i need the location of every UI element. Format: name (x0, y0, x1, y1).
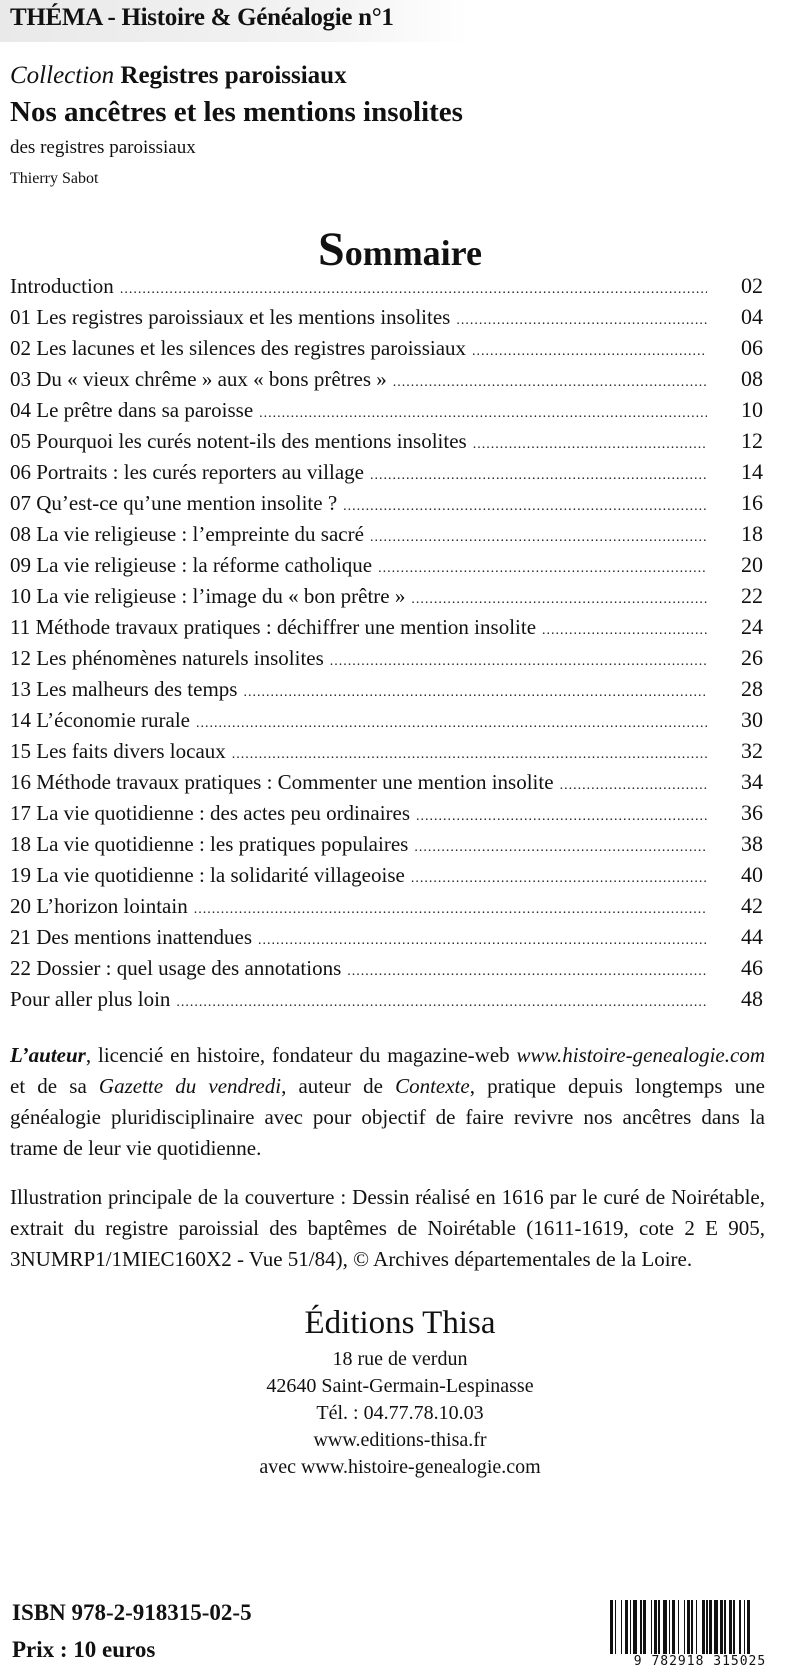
book-subtitle: des registres paroissiaux (10, 137, 196, 158)
toc-row (10, 921, 763, 952)
author-bio-text: , auteur de (281, 1074, 396, 1098)
toc-leader-dots (416, 801, 707, 832)
toc-entry-page: 36 (741, 800, 763, 825)
toc-entry-page: 06 (741, 335, 763, 360)
series-title: THÉMA - Histoire & Généalogie n°1 (10, 4, 394, 31)
toc-leader-dots (343, 491, 707, 522)
toc-entry-page: 02 (741, 273, 763, 298)
toc-leader-dots (393, 367, 707, 398)
author-bio-text: , pratique depuis longtemps une généalogie pluridisciplinaire avec pour objectif de faire revivre nos ancêtres dans la trame de leur vie quotidienne. (10, 1074, 765, 1160)
toc-entry-label: Pour aller plus loin (10, 987, 171, 1011)
toc-entry-page: 14 (741, 459, 763, 484)
toc-entry-page: 28 (741, 676, 763, 701)
toc-entry-page: 22 (741, 583, 763, 608)
toc-leader-dots (259, 398, 707, 429)
toc-leader-dots (370, 460, 707, 491)
toc-entry-page: 44 (741, 924, 763, 949)
book-author: Thierry Sabot (10, 170, 99, 187)
toc-row (10, 673, 763, 704)
toc-entry-label: 04 Le prêtre dans sa paroisse (10, 398, 254, 422)
toc-entry-label: 07 Qu’est-ce qu’une mention insolite ? (10, 491, 338, 515)
author-bio (10, 1040, 765, 1164)
toc-row (10, 735, 763, 766)
toc-row (10, 983, 763, 1014)
toc-row (10, 425, 763, 456)
toc-leader-dots (243, 677, 707, 708)
toc-row (10, 766, 763, 797)
toc-entry-label: 13 Les malheurs des temps (10, 677, 238, 701)
toc-leader-dots (560, 770, 707, 801)
toc-entry-label: 03 Du « vieux chrême » aux « bons prêtres » (10, 367, 387, 391)
publisher-address-city: 42640 Saint-Germain-Lespinasse (266, 1375, 534, 1397)
toc-entry-label: 02 Les lacunes et les silences des registres paroissiaux (10, 336, 467, 360)
publisher-name: Éditions Thisa (304, 1305, 496, 1341)
toc-leader-dots (414, 832, 707, 863)
toc-row (10, 332, 763, 363)
toc-leader-dots (176, 987, 707, 1018)
toc-entry-page: 04 (741, 304, 763, 329)
publisher-block (0, 1300, 800, 1481)
toc-heading-rest: ommaire (344, 233, 482, 273)
toc-heading (0, 222, 800, 277)
toc-entry-label: 14 L’économie rurale (10, 708, 190, 732)
author-bio-text: , licencié en histoire, fondateur du magazine-web (85, 1043, 517, 1067)
toc-entry-page: 10 (741, 397, 763, 422)
toc-row (10, 828, 763, 859)
toc-leader-dots (196, 708, 707, 739)
toc-row (10, 301, 763, 332)
toc-row (10, 394, 763, 425)
barcode-bar (750, 1600, 752, 1654)
toc-leader-dots (120, 274, 707, 305)
toc-entry-label: 12 Les phénomènes naturels insolites (10, 646, 324, 670)
toc-entry-label: 08 La vie religieuse : l’empreinte du sacré (10, 522, 364, 546)
toc-entry-page: 24 (741, 614, 763, 639)
gazette-title: Gazette du vendredi (98, 1074, 282, 1098)
toc-row (10, 859, 763, 890)
toc-entry-page: 42 (741, 893, 763, 918)
barcode-digits: 9 782918 315025 (633, 1654, 767, 1669)
author-website: www.histoire-genealogie.com (516, 1043, 765, 1067)
toc-entry-label: 18 La vie quotidienne : les pratiques populaires (10, 832, 409, 856)
collection-line (10, 62, 347, 90)
toc-entry-label: 21 Des mentions inattendues (10, 925, 253, 949)
toc-entry-label: 05 Pourquoi les curés notent-ils des mentions insolites (10, 429, 467, 453)
toc-entry-label: 11 Méthode travaux pratiques : déchiffrer une mention insolite (10, 615, 537, 639)
toc-leader-dots (472, 336, 707, 367)
toc-entry-label: 20 L’horizon lointain (10, 894, 188, 918)
author-bio-lead: L’auteur (10, 1043, 86, 1067)
author-bio-text: et de sa (10, 1074, 99, 1098)
toc-entry-page: 34 (741, 769, 763, 794)
publisher-phone: Tél. : 04.77.78.10.03 (316, 1402, 484, 1424)
toc-leader-dots (232, 739, 707, 770)
toc-entry-label: 22 Dossier : quel usage des annotations (10, 956, 342, 980)
toc-leader-dots (194, 894, 707, 925)
toc-row (10, 642, 763, 673)
toc-entry-page: 20 (741, 552, 763, 577)
toc-row (10, 518, 763, 549)
book-title: Nos ancêtres et les mentions insolites (10, 96, 463, 128)
toc-entry-label: 01 Les registres paroissiaux et les mentions insolites (10, 305, 451, 329)
toc-row (10, 580, 763, 611)
collection-prefix: Collection (10, 62, 115, 89)
toc-row (10, 487, 763, 518)
isbn: ISBN 978-2-918315-02-5 (12, 1600, 252, 1625)
toc-entry-label: 17 La vie quotidienne : des actes peu ordinaires (10, 801, 411, 825)
toc-entry-page: 46 (741, 955, 763, 980)
toc-leader-dots (258, 925, 707, 956)
toc-row (10, 952, 763, 983)
toc-leader-dots (456, 305, 707, 336)
toc-row (10, 611, 763, 642)
toc-entry-label: 09 La vie religieuse : la réforme catholique (10, 553, 373, 577)
toc-leader-dots (330, 646, 707, 677)
toc-row (10, 456, 763, 487)
toc-row (10, 890, 763, 921)
contexte-title: Contexte (395, 1074, 470, 1098)
collection-name: Registres paroissiaux (120, 62, 347, 89)
price: Prix : 10 euros (12, 1637, 156, 1662)
toc-entry-page: 26 (741, 645, 763, 670)
toc-entry-label: 06 Portraits : les curés reporters au village (10, 460, 364, 484)
barcode (610, 1600, 790, 1672)
toc-leader-dots (473, 429, 707, 460)
toc-entry-label: 10 La vie religieuse : l’image du « bon prêtre » (10, 584, 406, 608)
toc-entry-page: 12 (741, 428, 763, 453)
toc-leader-dots (370, 522, 707, 553)
toc-row (10, 704, 763, 735)
toc-leader-dots (411, 584, 707, 615)
toc-row (10, 797, 763, 828)
toc-entry-label: 19 La vie quotidienne : la solidarité villageoise (10, 863, 405, 887)
toc-entry-label: 15 Les faits divers locaux (10, 739, 226, 763)
toc-entry-page: 18 (741, 521, 763, 546)
toc-entry-page: 32 (741, 738, 763, 763)
toc-heading-initial: S (318, 223, 345, 276)
publisher-website: www.editions-thisa.fr (313, 1429, 487, 1451)
toc-leader-dots (347, 956, 707, 987)
toc-row (10, 270, 763, 301)
toc-entry-page: 38 (741, 831, 763, 856)
toc-row (10, 549, 763, 580)
toc-leader-dots (378, 553, 707, 584)
publisher-address-street: 18 rue de verdun (332, 1348, 468, 1370)
toc-row (10, 363, 763, 394)
toc-entry-page: 40 (741, 862, 763, 887)
toc-entry-label: Introduction (10, 274, 114, 298)
toc-entry-page: 08 (741, 366, 763, 391)
barcode-bars (610, 1600, 790, 1654)
illustration-credit: Illustration principale de la couverture : Dessin réalisé en 1616 par le curé de Noirétable, extrait du registre paroissial des baptêmes de Noirétable (1611-1619, cote 2 E 905, 3NUMRP1/1MIEC160X2 - Vue 51/84), © Archives départementales de la Loire. (10, 1185, 765, 1271)
toc-entry-label: 16 Méthode travaux pratiques : Commenter une mention insolite (10, 770, 554, 794)
toc-leader-dots (411, 863, 707, 894)
toc-entry-page: 48 (741, 986, 763, 1011)
publisher-partner-website: avec www.histoire-genealogie.com (259, 1456, 541, 1478)
toc-entry-page: 16 (741, 490, 763, 515)
toc-leader-dots (542, 615, 707, 646)
toc-entry-page: 30 (741, 707, 763, 732)
table-of-contents (10, 270, 763, 1014)
